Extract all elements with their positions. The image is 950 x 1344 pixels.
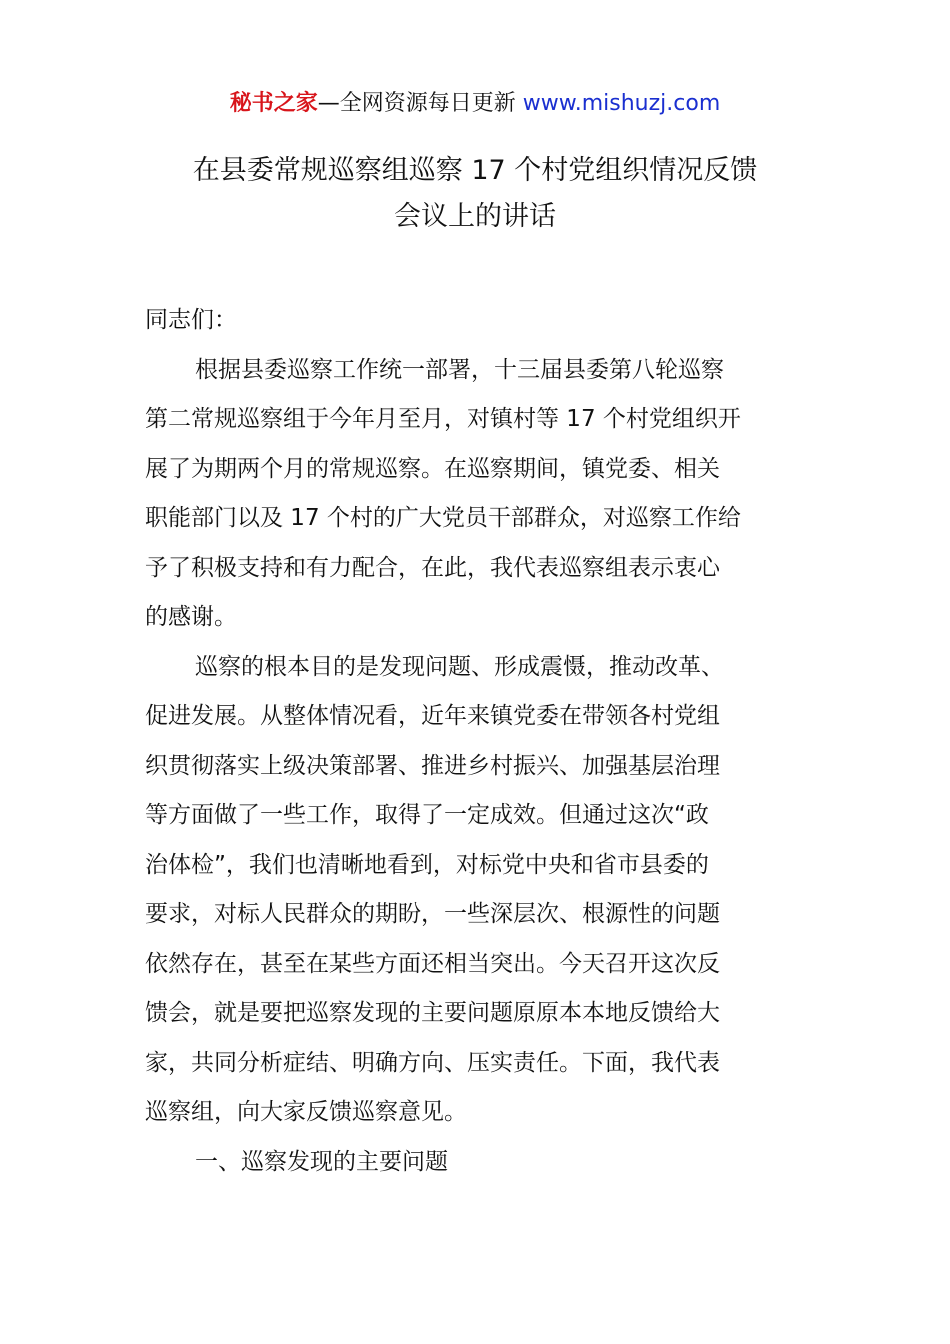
- paragraph-line: 展了为期两个月的常规巡察。在巡察期间，镇党委、相关: [145, 455, 720, 482]
- title-line-1: 在县委常规巡察组巡察 17 个村党组织情况反馈: [192, 155, 758, 186]
- paragraph-line: 第二常规巡察组于今年月至月，对镇村等 17 个村党组织开: [145, 406, 741, 432]
- paragraph-line: 馈会，就是要把巡察发现的主要问题原原本本地反馈给大: [145, 1000, 720, 1026]
- paragraph-1: [145, 346, 810, 643]
- paragraph-line: 治体检”，我们也清晰地看到，对标党中央和省市县委的: [145, 851, 709, 878]
- paragraph-line: 促进发展。从整体情况看，近年来镇党委在带领各村党组: [145, 703, 720, 729]
- title-line-2: 会议上的讲话: [394, 201, 556, 232]
- paragraph-line: 巡察组，向大家反馈巡察意见。: [145, 1099, 467, 1125]
- site-url-link[interactable]: www.mishuzj.com: [522, 91, 721, 116]
- paragraph-2: [145, 643, 810, 1138]
- site-tagline: —全网资源每日更新: [317, 91, 523, 116]
- paragraph-line: 织贯彻落实上级决策部署、推进乡村振兴、加强基层治理: [145, 752, 720, 779]
- document-body: [145, 296, 810, 1187]
- paragraph-line: 职能部门以及 17 个村的广大党员干部群众，对巡察工作给: [145, 505, 741, 531]
- paragraph-line: 的感谢。: [145, 604, 237, 630]
- paragraph-line: 要求，对标人民群众的期盼，一些深层次、根源性的问题: [145, 901, 720, 927]
- document-title: [120, 148, 830, 240]
- salutation: 同志们：: [145, 307, 237, 333]
- paragraph-line: 家，共同分析症结、明确方向、压实责任。下面，我代表: [145, 1049, 720, 1076]
- paragraph-line: 予了积极支持和有力配合，在此，我代表巡察组表示衷心: [145, 554, 720, 581]
- brand-name: 秘书之家: [229, 91, 318, 116]
- paragraph-line: 根据县委巡察工作统一部署，十三届县委第八轮巡察: [195, 356, 724, 383]
- paragraph-line: 巡察的根本目的是发现问题、形成震慑，推动改革、: [195, 653, 724, 680]
- site-header: [0, 88, 950, 120]
- section-heading: 一、巡察发现的主要问题: [195, 1148, 448, 1175]
- paragraph-line: 依然存在，甚至在某些方面还相当突出。今天召开这次反: [145, 950, 720, 977]
- paragraph-line: 等方面做了一些工作，取得了一定成效。但通过这次“政: [145, 802, 709, 828]
